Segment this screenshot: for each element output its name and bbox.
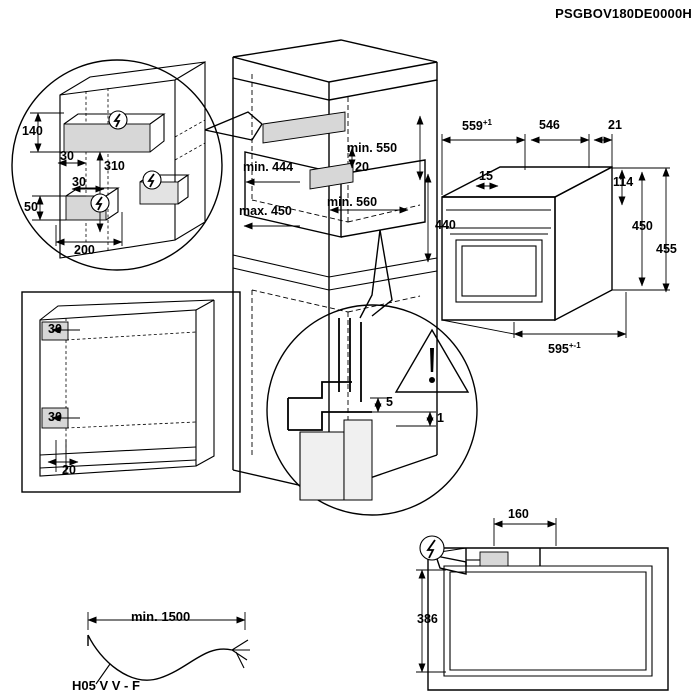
dim-label-min-444: min. 444	[243, 160, 294, 174]
dim-label-386: 386	[417, 612, 438, 626]
dim-label-160: 160	[508, 507, 529, 521]
dim-label-310: 310	[104, 159, 125, 173]
door-detail-group	[416, 518, 668, 690]
dim-label-114: 114	[613, 175, 634, 189]
dim-label-15: 15	[479, 169, 493, 183]
appliance-group	[442, 134, 670, 338]
dim-label-21: 21	[608, 118, 622, 132]
dim-label-455: 455	[656, 242, 677, 256]
dim-label-140: 140	[22, 124, 43, 138]
detail-screw-group	[267, 305, 477, 515]
dim-label-30-mid: 30	[72, 175, 86, 189]
dim-label-546: 546	[539, 118, 560, 132]
dim-label-450: 450	[632, 219, 653, 233]
dim-label-cabinet-20: 20	[355, 160, 369, 174]
dim-label-min-550: min. 550	[347, 141, 398, 155]
dim-label-min-560: min. 560	[327, 195, 378, 209]
dim-label-200: 200	[74, 243, 95, 257]
dim-label-440: 440	[435, 218, 456, 232]
dim-label-50: 50	[24, 200, 38, 214]
dim-label-detail2-30-upper: 30	[48, 322, 62, 336]
dim-label-595: $595^{+-1}$	[548, 341, 581, 357]
dim-label-1: 1	[437, 411, 444, 425]
dim-label-5: 5	[386, 395, 393, 409]
dim-label-max-450: max. 450	[239, 204, 292, 218]
dim-label-detail2-30-lower: 30	[48, 410, 62, 424]
cable-length-label: min. 1500	[131, 609, 191, 624]
dim-label-30-upper: 30	[60, 149, 74, 163]
dim-label-detail2-20: 20	[62, 463, 76, 477]
dim-label-559: $559^{+1}$	[462, 118, 492, 134]
document-code: PSGBOV180DE0000H	[555, 6, 692, 21]
cable-type-label: H05 V V - F	[72, 678, 140, 693]
cabinet-niche-group	[233, 40, 437, 492]
